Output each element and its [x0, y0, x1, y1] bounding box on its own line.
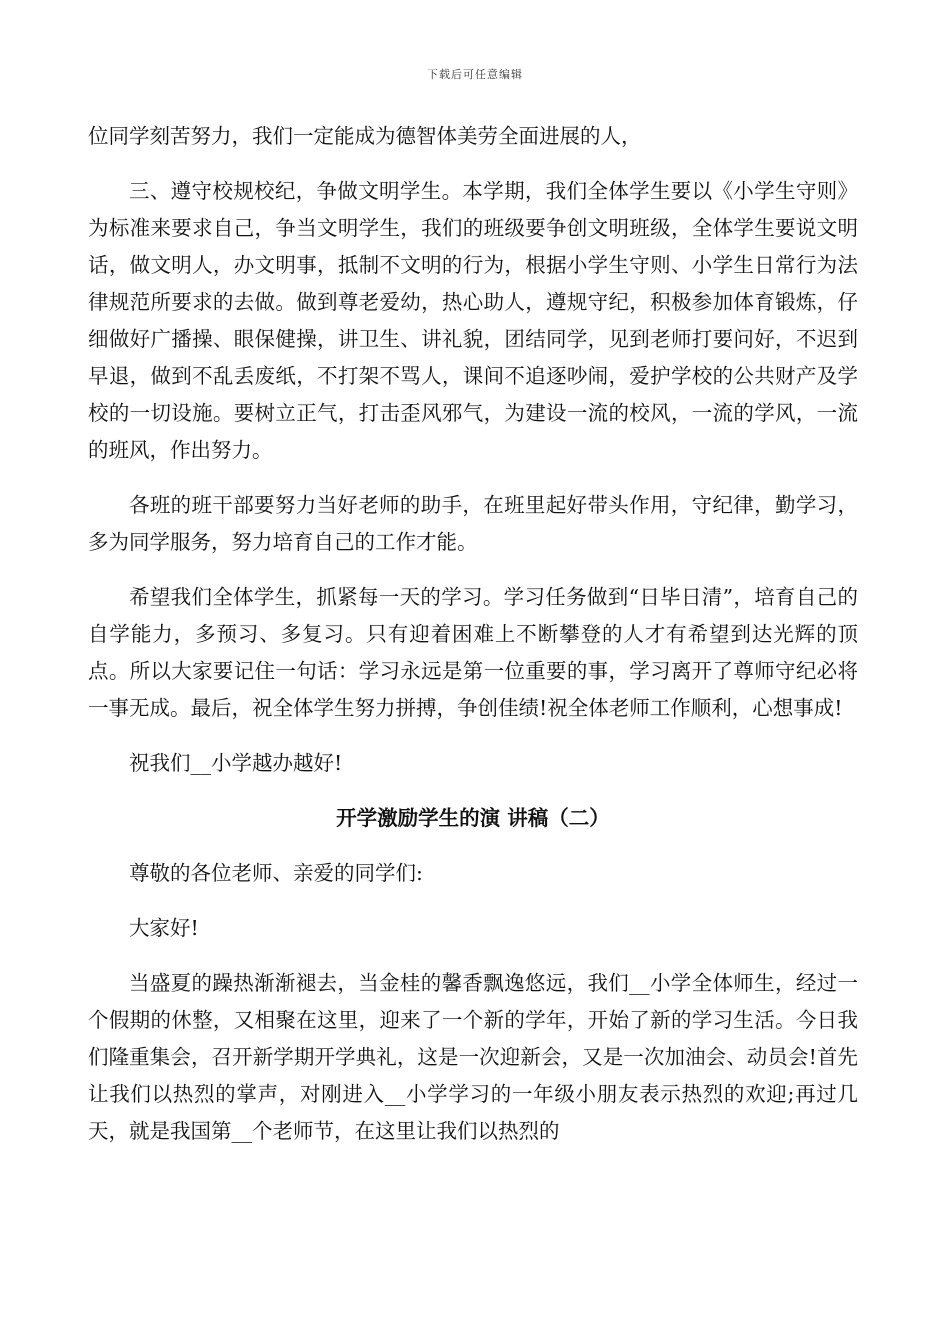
paragraph-continuation: 位同学刻苦努力，我们一定能成为德智体美劳全面进展的人，	[88, 124, 642, 148]
paragraph-study-hopes: 希望我们全体学生，抓紧每一天的学习。学习任务做到“日毕日清”，培育自己的自学能力，多预习、多复习。只有迎着困难上不断攀登的人才有希望到达光辉的顶点。所以大家要记住一句话：学习永远是第一位重要的事，学习离开了尊师守纪必将一事无成。最后，祝全体学生努力拼搏，争创佳绩!祝全体老师工作顺利，心想事成!	[88, 585, 858, 720]
document-body	[88, 118, 858, 1150]
page-header-caption: 下载后可任意编辑	[427, 68, 523, 81]
paragraph-greeting: 大家好!	[129, 916, 199, 940]
paragraph-school-rules: 三、遵守校规校纪，争做文明学生。本学期，我们全体学生要以《小学生守则》为标准来要求自己，争当文明学生，我们的班级要争创文明班级，全体学生要说文明话，做文明人，办文明事，抵制不文明的行为，根据小学生守则、小学生日常行为法律规范所要求的去做。做到尊老爱幼，热心助人，遵规守纪，积极参加体育锻炼，仔细做好广播操、眼保健操，讲卫生、讲礼貌，团结同学，见到老师打要问好，不迟到早退，做到不乱丢废纸，不打架不骂人，课间不追逐吵闹，爱护学校的公共财产及学校的一切设施。要树立正气，打击歪风邪气，为建设一流的校风，一流的学风，一流的班风，作出努力。	[88, 179, 858, 462]
speech-title: 开学激励学生的演 讲稿（二）	[336, 806, 610, 830]
paragraph-class-leaders: 各班的班干部要努力当好老师的助手，在班里起好带头作用，守纪律，勤学习，多为同学服务，努力培育自己的工作才能。	[88, 493, 858, 554]
paragraph-salutation: 尊敬的各位老师、亲爱的同学们:	[129, 861, 423, 885]
paragraph-closing-wish: 祝我们__小学越办越好!	[129, 751, 343, 775]
paragraph-opening: 当盛夏的躁热渐渐褪去，当金桂的馨香飘逸悠远，我们__小学全体师生，经过一个假期的休整，又相聚在这里，迎来了一个新的学年，开始了新的学习生活。今日我们隆重集会，召开新学期开学典礼，这是一次迎新会，又是一次加油会、动员会!首先让我们以热烈的掌声，对刚进入__小学学习的一年级小朋友表示热烈的欢迎;再过几天，就是我国第__个老师节，在这里让我们以热烈的	[88, 971, 858, 1143]
